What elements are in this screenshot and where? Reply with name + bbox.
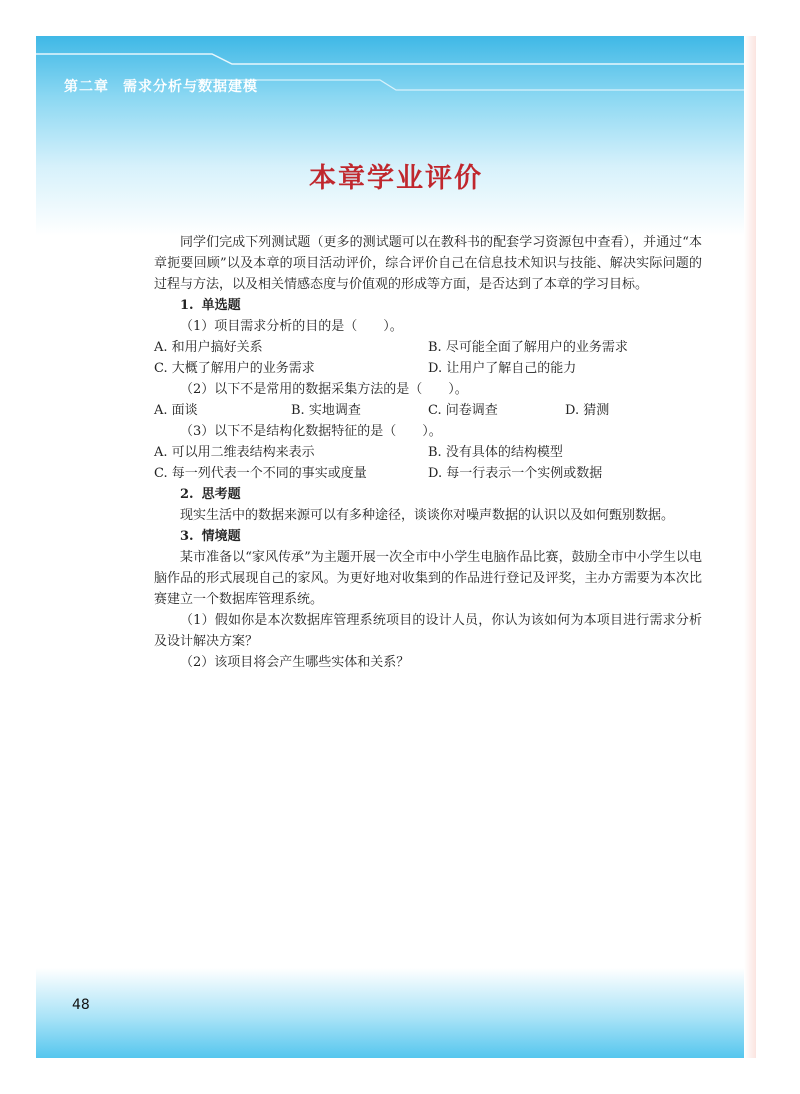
chapter-header (64, 76, 272, 96)
page-number: 48 (72, 997, 90, 1013)
section2-heading (154, 484, 702, 505)
intro-paragraph: 同学们完成下列测试题（更多的测试题可以在教科书的配套学习资源包中查看），并通过“本章扼要回顾”以及本章的项目活动评价，综合评价自己在信息技术知识与技能、解决实际问题的过程与方法，以及相关情感态度与价值观的形成等方面，是否达到了本章的学习目标。 (154, 235, 702, 292)
q3-option-a: A. 可以用二维表结构来表示 (154, 445, 315, 460)
section1-heading (154, 295, 702, 316)
q3-option-b: B. 没有具体的结构模型 (428, 445, 563, 460)
section2-text: 现实生活中的数据来源可以有多种途径，谈谈你对噪声数据的认识以及如何甄别数据。 (180, 508, 675, 523)
page-edge-decoration (744, 36, 756, 1058)
question3-options-row2 (154, 463, 702, 484)
chapter-label: 第二章 (64, 79, 109, 95)
q1-option-a: A. 和用户搞好关系 (154, 340, 263, 355)
textbook-page (36, 36, 756, 1058)
question1-options-row2 (154, 358, 702, 379)
section2-title: 思考题 (201, 487, 241, 502)
section3-text: 某市准备以“家风传承”为主题开展一次全市中小学生电脑作品比赛，鼓励全市中小学生以电脑作品的形式展现自己的家风。为更好地对收集到的作品进行登记及评奖，主办方需要为本次比赛建立一个数据库管理系统。 (154, 550, 702, 607)
q3-option-d: D. 每一行表示一个实例或数据 (428, 466, 603, 481)
q2-option-c: C. 问卷调查 (428, 403, 498, 418)
chapter-title: 需求分析与数据建模 (123, 79, 258, 95)
q2-option-a: A. 面谈 (154, 403, 198, 418)
question1-options-row1 (154, 337, 702, 358)
q1-option-d: D. 让用户了解自己的能力 (428, 361, 577, 376)
section3-question2: （2）该项目将会产生哪些实体和关系？ (180, 655, 410, 670)
section2-number: 2. (180, 487, 194, 502)
q3-option-c: C. 每一列代表一个不同的事实或度量 (154, 466, 367, 481)
section3-title: 情境题 (201, 529, 241, 544)
section3-question1: （1）假如你是本次数据库管理系统项目的设计人员，你认为该如何为本项目进行需求分析及设计解决方案？ (154, 613, 702, 649)
page-title: 本章学业评价 (309, 163, 483, 194)
question2-options (154, 400, 702, 421)
section1-title: 单选题 (201, 298, 241, 313)
q2-option-b: B. 实地调查 (291, 403, 361, 418)
question3-options-row1 (154, 442, 702, 463)
q1-option-c: C. 大概了解用户的业务需求 (154, 361, 315, 376)
section3-heading (154, 526, 702, 547)
q1-option-b: B. 尽可能全面了解用户的业务需求 (428, 340, 628, 355)
section3-number: 3. (180, 529, 194, 544)
question2-stem: （2）以下不是常用的数据采集方法的是（ ）。 (180, 382, 468, 397)
content (154, 232, 702, 673)
footer-band (36, 968, 756, 1058)
question1-stem: （1）项目需求分析的目的是（ ）。 (180, 319, 403, 334)
section1-number: 1. (180, 298, 194, 313)
question3-stem: （3）以下不是结构化数据特征的是（ ）。 (180, 424, 442, 439)
q2-option-d: D. 猜测 (565, 403, 610, 418)
